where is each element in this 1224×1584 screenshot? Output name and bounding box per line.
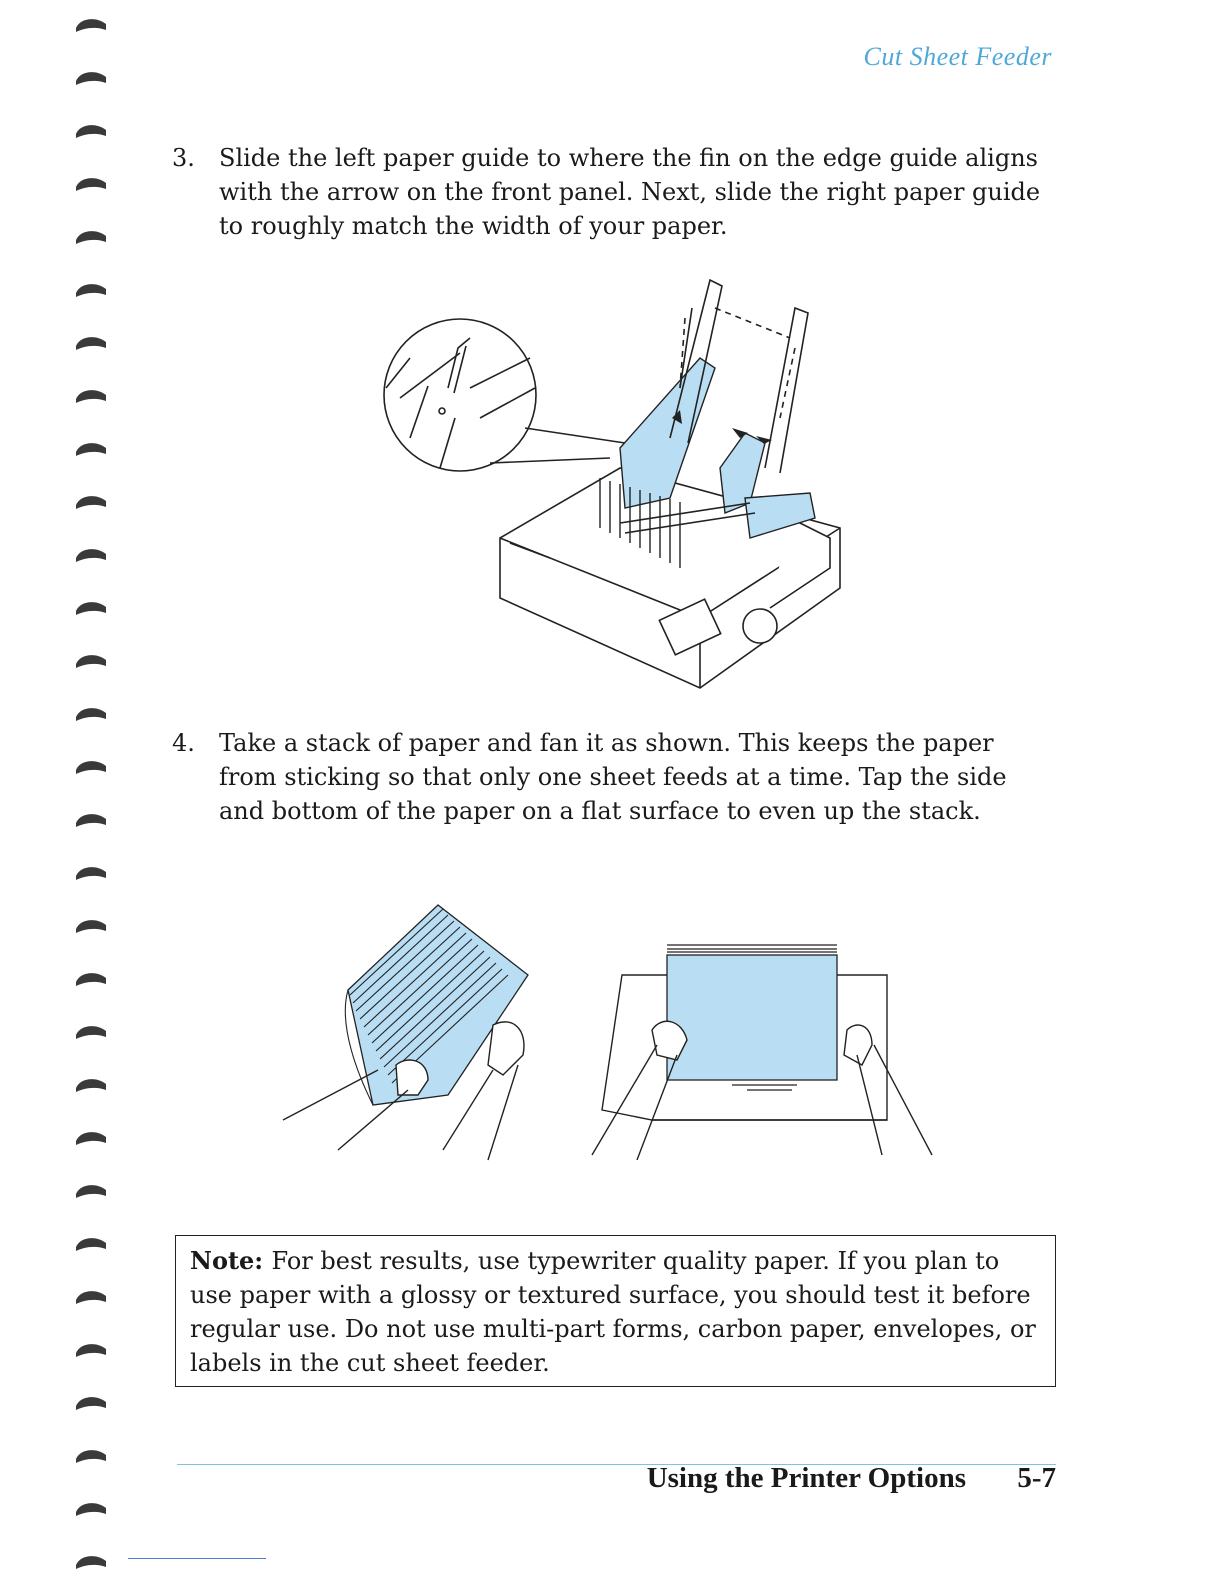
binding-hole: [76, 496, 106, 509]
binding-hole: [76, 1291, 106, 1304]
binding-hole: [76, 1397, 106, 1410]
scan-edge-line: [128, 1558, 266, 1559]
step-text: Slide the left paper guide to where the fin on the edge guide aligns with the arrow on the front panel. Next, slide the right paper guide to roughly match the width of your paper.: [219, 144, 1041, 240]
binding-hole: [76, 1344, 106, 1357]
binding-hole: [76, 708, 106, 721]
binding-hole: [76, 867, 106, 880]
binding-hole: [76, 920, 106, 933]
binding-hole: [76, 1185, 106, 1198]
step-text: Take a stack of paper and fan it as shown. This keeps the paper from sticking so that only one sheet feeds at a time. Tap the side and bottom of the paper on a flat surface to even up the stack.: [219, 729, 1007, 825]
printer-with-cut-sheet-feeder-illustration: [370, 268, 870, 698]
spiral-binding: [72, 0, 122, 1584]
step-number: 4.: [172, 729, 195, 757]
binding-hole: [76, 337, 106, 350]
binding-hole: [76, 761, 106, 774]
step-number: 3.: [172, 144, 195, 172]
binding-hole: [76, 814, 106, 827]
binding-hole: [76, 443, 106, 456]
binding-hole: [76, 72, 106, 85]
binding-hole: [76, 1450, 106, 1463]
binding-hole: [76, 231, 106, 244]
note-text: For best results, use typewriter quality paper. If you plan to use paper with a glossy or textured surface, you should test it before regular use. Do not use multi-part forms, carbon paper, envelopes, or labels in the cut sheet feeder.: [190, 1247, 1036, 1377]
binding-hole: [76, 19, 106, 32]
binding-hole: [76, 125, 106, 138]
binding-hole: [76, 1026, 106, 1039]
binding-hole: [76, 1503, 106, 1516]
fanning-paper-stack-illustration: [278, 895, 558, 1165]
binding-hole: [76, 1132, 106, 1145]
binding-hole: [76, 1238, 106, 1251]
note-label: Note:: [190, 1246, 272, 1275]
note-box: [175, 1235, 1056, 1387]
binding-hole: [76, 1079, 106, 1092]
binding-hole: [76, 390, 106, 403]
binding-hole: [76, 549, 106, 562]
binding-hole: [76, 284, 106, 297]
binding-hole: [76, 655, 106, 668]
footer-page-number: 5-7: [1017, 1462, 1056, 1494]
evening-paper-stack-illustration: [582, 935, 952, 1160]
binding-hole: [76, 602, 106, 615]
footer-section-title: Using the Printer Options: [646, 1462, 966, 1494]
running-head: Cut Sheet Feeder: [863, 42, 1052, 71]
binding-hole: [76, 178, 106, 191]
binding-hole: [76, 973, 106, 986]
binding-hole: [76, 1556, 106, 1569]
